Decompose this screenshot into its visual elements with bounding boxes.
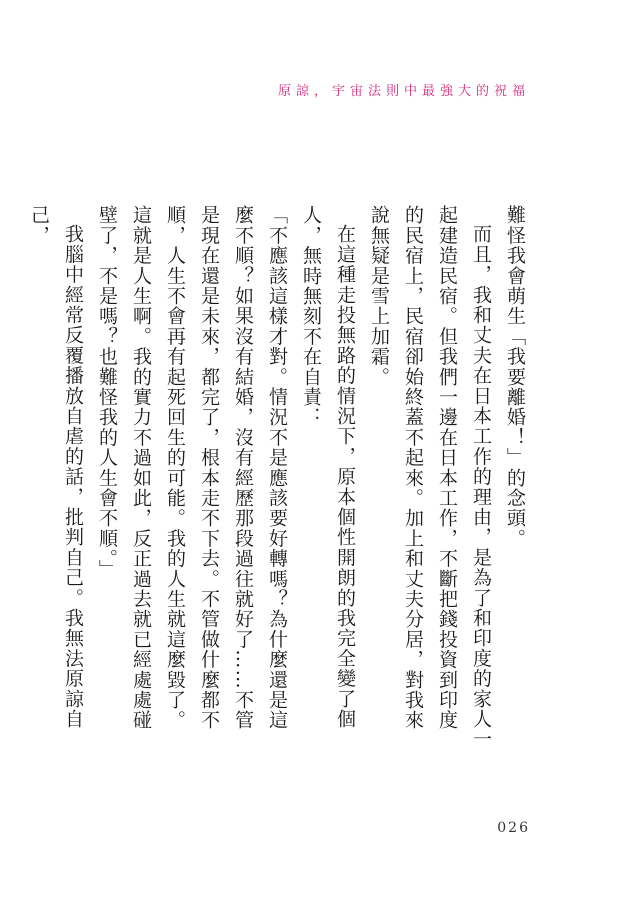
paragraph: 我腦中經常反覆播放自虐的話，批判自己。我無法原諒自己， [28, 205, 84, 729]
body-text [22, 205, 532, 750]
paragraph: 在這種走投無路的情況下，原本個性開朗的我完全變了個人，無時無刻不在自責： [300, 205, 356, 729]
paragraph: 而且，我和丈夫在日本工作的理由，是為了和印度的家人一起建造民宿。但我們一邊在日本工作，不斷把錢投資到印度的民宿上，民宿卻始終蓋不起來。加上和丈夫分居，對我來說無疑是雪上加霜。 [368, 205, 492, 750]
page-number: 026 [497, 820, 530, 836]
paragraph: 難怪我會萌生「我要離婚！」的念頭。 [504, 205, 526, 549]
paragraph: 「不應該這樣才對。情況不是應該要好轉嗎？為什麼還是這麼不順？如果沒有結婚，沒有經歷那段過往就好了……不管是現在還是未來，都完了，根本走不下去。不管做什麼都不順，人生不會再有起死回生的可能。我的人生就這麼毀了。這就是人生啊。我的實力不過如此，反正過去就已經處處碰壁了，不是嗎？也難怪我的人生會不順。」 [96, 205, 288, 731]
running-header: 原諒，宇宙法則中最強大的祝福 [277, 84, 530, 99]
